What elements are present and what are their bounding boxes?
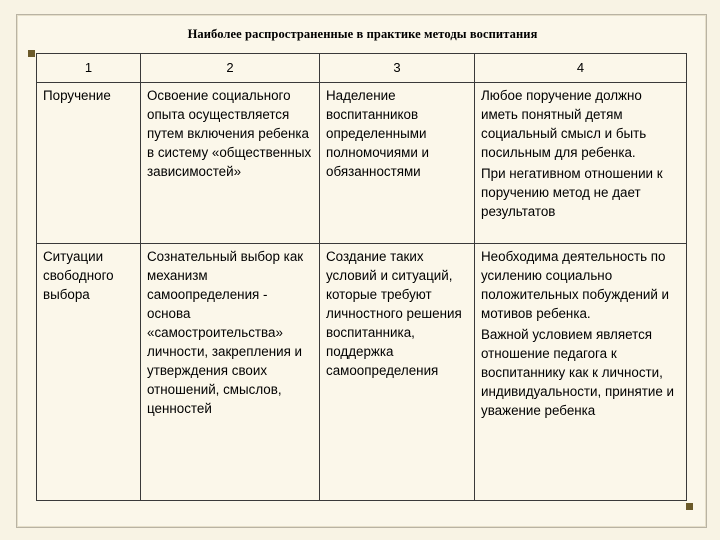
method-action-cell: Наделение воспитанников определенными полномочиями и обязанностями xyxy=(320,83,475,244)
method-essence-cell: Сознательный выбор как механизм самоопределения - основа «самостроительства» личности, закрепления и утверждения своих отношений, смыслов, ценностей xyxy=(141,244,320,501)
column-header-1: 1 xyxy=(37,54,141,83)
method-name-cell: Ситуации свободного выбора xyxy=(37,244,141,501)
column-header-4: 4 xyxy=(475,54,687,83)
methods-table xyxy=(36,53,687,501)
conditions-paragraph: Любое поручение должно иметь понятный детям социальный смысл и быть посильным для ребенка. xyxy=(481,88,647,160)
corner-marker-bottom-right xyxy=(686,503,693,510)
conditions-paragraph: При негативном отношении к поручению метод не дает результатов xyxy=(481,166,663,219)
column-header-2: 2 xyxy=(141,54,320,83)
table-row xyxy=(37,244,687,501)
method-conditions-cell xyxy=(475,83,687,244)
conditions-paragraph: Необходима деятельность по усилению социально положительных побуждений и мотивов ребенка. xyxy=(481,249,670,321)
slide-title: Наиболее распространенные в практике методы воспитания xyxy=(187,27,538,41)
conditions-paragraph: Важной условием является отношение педагога к воспитаннику как к личности, индивидуальности, принятие и уважение ребенка xyxy=(481,327,675,418)
table-row xyxy=(37,83,687,244)
column-header-3: 3 xyxy=(320,54,475,83)
method-conditions-cell xyxy=(475,244,687,501)
corner-marker-top-left xyxy=(28,50,35,57)
method-essence-cell: Освоение социального опыта осуществляется путем включения ребенка в систему «общественных зависимостей» xyxy=(141,83,320,244)
method-action-cell: Создание таких условий и ситуаций, которые требуют личностного решения воспитанника, поддержка самоопределения xyxy=(320,244,475,501)
table-header-row xyxy=(37,54,687,83)
method-name-cell: Поручение xyxy=(37,83,141,244)
